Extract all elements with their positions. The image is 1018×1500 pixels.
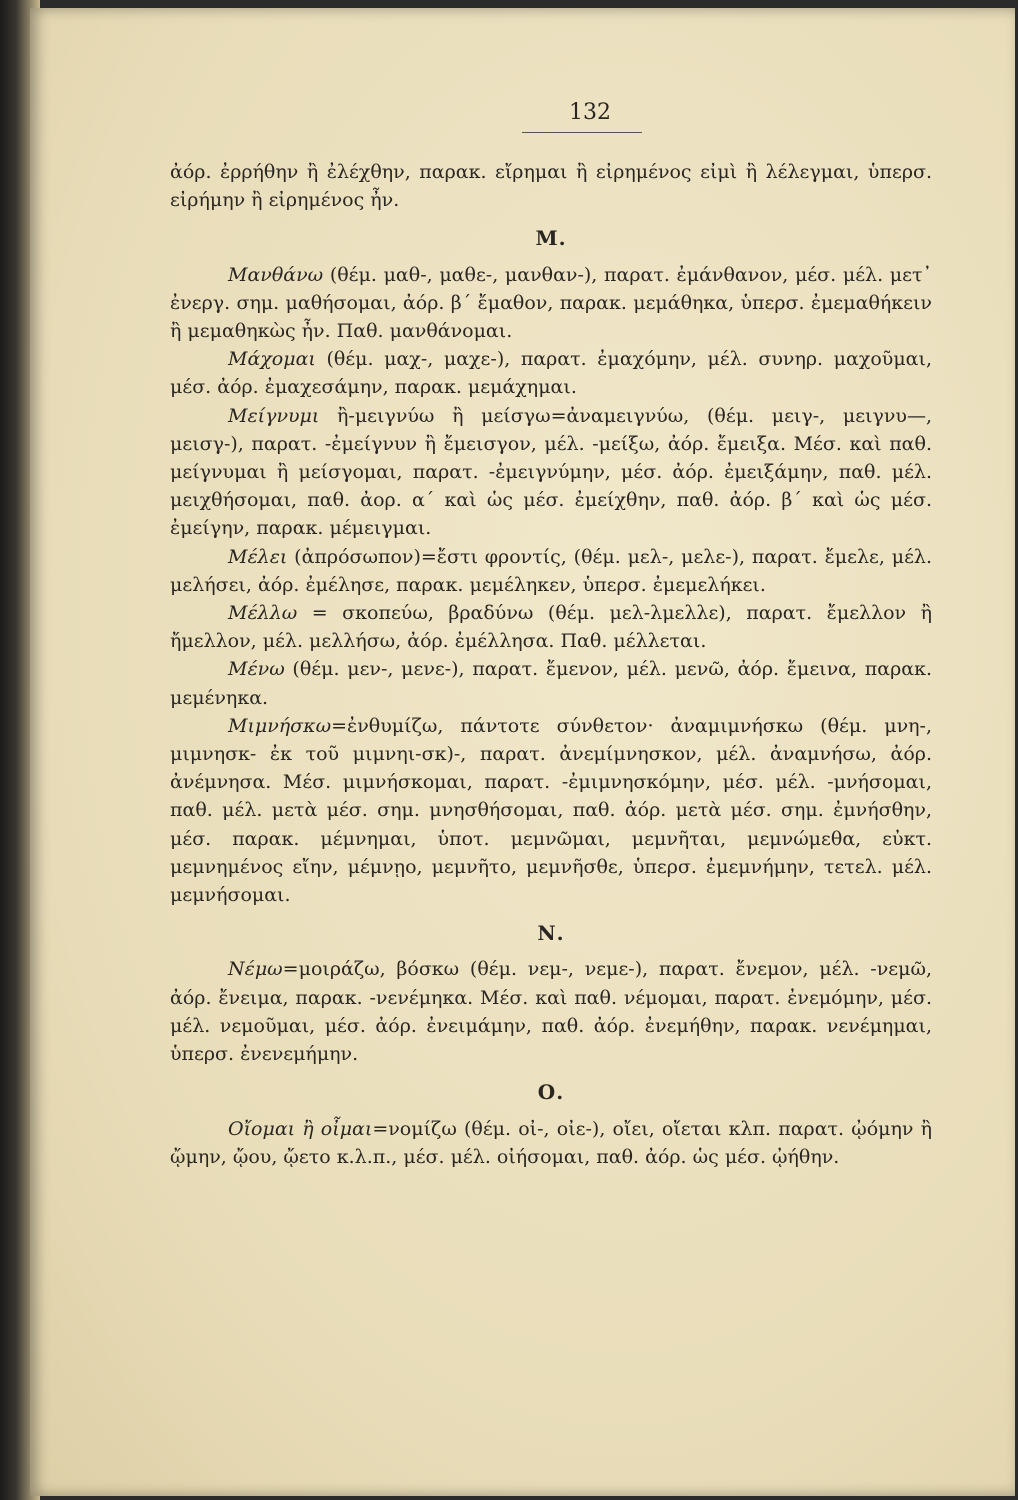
entry-text: =μοιράζω, βόσκω (θέμ. νεμ-, νεμε-), παρατ. ἔνεμον, μέλ. -νεμῶ, ἀόρ. ἔνειμα, παρακ. -νενέμηκα. Μέσ. καὶ παθ. νέμομαι, παρατ. ἐνεμόμην, μέσ. μέλ. νεμοῦμαι, μέσ. ἀόρ. ἐνειμάμην, παθ. ἀόρ. ἐνεμήθην, παρακ. νενέμημαι, ὑπερσ. ἐνενεμήμην.: [170, 958, 932, 1066]
section-heading-m: Μ.: [535, 226, 567, 251]
entry-mello: [170, 599, 932, 655]
entry-text: (ἀπρόσωπον)=ἔστι φροντίς, (θέμ. μελ-, μελε-), παρατ. ἔμελε, μέλ. μελήσει, ἀόρ. ἐμέλησε, παρακ. μεμέληκεν, ὑπερσ. ἐμεμελήκει.: [170, 545, 932, 596]
entry-lemma: Νέμω: [228, 958, 283, 981]
entry-text: =νομίζω (θέμ. οἰ-, οἰε-), οἴει, οἴεται κλπ. παρατ. ᾠόμην ἢ ᾤμην, ᾤου, ᾤετο κ.λ.π., μέσ. μέλ. οἰήσομαι, παθ. ἀόρ. ὡς μέσ. ᾠήθην.: [170, 1117, 932, 1168]
entry-text: (θέμ. μεν-, μενε-), παρατ. ἔμενον, μέλ. μενῶ, ἀόρ. ἔμεινα, παρακ. μεμένηκα.: [170, 658, 932, 709]
entry-lemma: Μέλλω: [228, 602, 298, 625]
section-heading-o: Ο.: [537, 1080, 565, 1105]
entry-nemo: [170, 955, 932, 1068]
entry-lemma: Μιμνήσκω: [228, 714, 332, 737]
entry-lemma: Μάχομαι: [228, 348, 316, 371]
intro-paragraph: ἀόρ. ἐρρήθην ἢ ἐλέχθην, παρακ. εἴρημαι ἢ εἰρημένος εἰμὶ ἢ λέλεγμαι, ὑπερσ. εἰρήμην ἢ εἰρημένος ἦν.: [170, 161, 932, 212]
section-heading-n: Ν.: [537, 921, 565, 946]
entry-mimnesko: [170, 712, 932, 909]
entry-text: =ἐνθυμίζω, πάντοτε σύνθετον· ἀναμιμνήσκω (θέμ. μνη-, μιμνησκ- ἐκ τοῦ μιμνηι-σκ)-, παρατ. ἀνεμίμνησκον, μέλ. ἀναμνήσω, ἀόρ. ἀνέμνησα. Μέσ. μιμνήσκομαι, παρατ. -ἐμιμνησκόμην, μέσ. μέλ. -μνήσομαι, παθ. μέλ. μετὰ μέσ. σημ. μνησθήσομαι, παθ. ἀόρ. μετὰ μέσ. σημ. ἐμνήσθην, μέσ. παρακ. μέμνημαι, ὑποτ. μεμνῶμαι, μεμνῆται, μεμνώμεθα, εὐκτ. μεμνημένος εἴην, μέμνῃο, μεμνῆτο, μεμνῆσθε, ὑπερσ. ἐμεμνήμην, τετελ. μέλ. μεμνήσομαι.: [170, 714, 932, 907]
entry-lemma: Μέλει: [228, 545, 288, 568]
entry-meno: [170, 655, 932, 711]
entry-lemma: Οἴομαι ἢ οἶμαι: [228, 1117, 373, 1140]
entry-lemma: Μείγνυμι: [228, 404, 320, 427]
entry-lemma: Μανθάνω: [228, 263, 324, 286]
entry-meignymi: [170, 402, 932, 543]
page-number-rule: [522, 132, 642, 133]
entry-text: (θέμ. μαχ-, μαχε-), παρατ. ἐμαχόμην, μέλ. συνηρ. μαχοῦμαι, μέσ. ἀόρ. ἐμαχεσάμην, παρακ. μεμάχημαι.: [170, 348, 932, 399]
entry-melei: [170, 543, 932, 599]
entry-machomai: [170, 345, 932, 401]
entry-lemma: Μένω: [228, 658, 285, 681]
entry-manthano: [170, 261, 932, 346]
page-number: 132: [569, 100, 611, 125]
page-body: [170, 158, 932, 1171]
entry-text: ἢ-μειγνύω ἢ μείσγω=ἀναμειγνύω, (θέμ. μειγ-, μειγνυ—, μεισγ-), παρατ. -ἐμείγνυν ἢ ἔμεισγον, μέλ. -μείξω, ἀόρ. ἔμειξα. Μέσ. καὶ παθ. μείγνυμαι ἢ μείσγομαι, παρατ. -ἐμειγνύμην, μέσ. ἀόρ. ἐμειξάμην, παθ. μέλ. μειχθήσομαι, παθ. ἀορ. α΄ καὶ ὡς μέσ. ἐμείχθην, παθ. ἀόρ. β΄ καὶ ὡς μέσ. ἐμείγην, παρακ. μέμειγμαι.: [170, 404, 932, 540]
entry-oiomai: [170, 1115, 932, 1171]
entry-text: = σκοπεύω, βραδύνω (θέμ. μελ-λμελλε), παρατ. ἔμελλον ἢ ἤμελλον, μέλ. μελλήσω, ἀόρ. ἐμέλλησα. Παθ. μέλλεται.: [170, 602, 932, 653]
book-page: [30, 8, 1015, 1496]
entry-text: (θέμ. μαθ-, μαθε-, μανθαν-), παρατ. ἐμάνθανον, μέσ. μέλ. μετ᾽ ἐνεργ. σημ. μαθήσομαι, ἀόρ. β΄ ἔμαθον, παρακ. μεμάθηκα, ὑπερσ. ἐμεμαθήκειν ἢ μεμαθηκὼς ἦν. Παθ. μανθάνομαι.: [170, 263, 932, 343]
